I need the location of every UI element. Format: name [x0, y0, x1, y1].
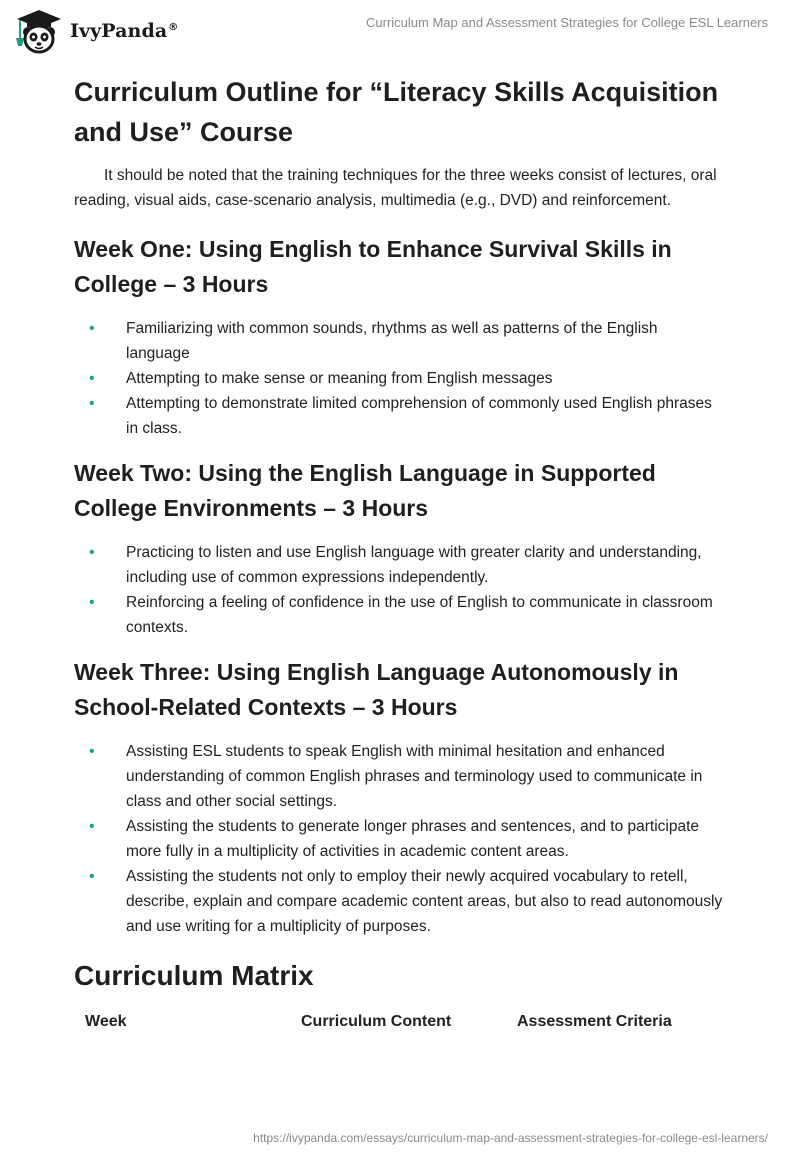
document-title: Curriculum Map and Assessment Strategies for College ESL Learners [366, 15, 768, 30]
list-item: • Familiarizing with common sounds, rhythms as well as patterns of the English language [74, 316, 724, 366]
list-item: • Practicing to listen and use English language with greater clarity and understanding, including use of common expressions independently. [74, 540, 724, 590]
list-item: • Assisting the students to generate longer phrases and sentences, and to participate more fully in a multiplicity of activities in academic content areas. [74, 814, 724, 864]
page-title: Curriculum Outline for “Literacy Skills Acquisition and Use” Course [74, 77, 719, 147]
list-item: • Attempting to demonstrate limited comprehension of commonly used English phrases in class. [74, 391, 724, 441]
column-header-assessment-criteria: Assessment Criteria [517, 1013, 672, 1030]
week-one-heading: Week One: Using English to Enhance Survival Skills in College – 3 Hours [74, 236, 672, 297]
list-item: • Assisting the students not only to employ their newly acquired vocabulary to retell, describe, explain and compare academic content areas, but also to read autonomously and use writing for a multiplicity of purposes. [74, 864, 724, 939]
registered-mark: ® [168, 21, 179, 33]
bullet-dot-icon: • [89, 743, 95, 760]
matrix-table-header [74, 1010, 724, 1034]
brand-name: IvyPanda® [70, 20, 179, 42]
bullet-dot-icon: • [89, 544, 95, 561]
graduation-panda-logo-icon [14, 8, 64, 54]
bullet-dot-icon: • [89, 320, 95, 337]
bullet-dot-icon: • [89, 594, 95, 611]
source-url[interactable]: https://ivypanda.com/essays/curriculum-map-and-assessment-strategies-for-college-esl-learners/ [253, 1131, 768, 1145]
matrix-heading: Curriculum Matrix [74, 960, 314, 991]
week-two-heading: Week Two: Using the English Language in Supported College Environments – 3 Hours [74, 460, 656, 521]
bullet-dot-icon: • [89, 395, 95, 412]
bullet-dot-icon: • [89, 818, 95, 835]
page-header [0, 0, 800, 60]
week-one-list [74, 316, 724, 441]
column-header-curriculum-content: Curriculum Content [301, 1013, 452, 1030]
list-item: • Attempting to make sense or meaning from English messages [74, 366, 724, 391]
bullet-dot-icon: • [89, 868, 95, 885]
list-item: • Assisting ESL students to speak English with minimal hesitation and enhanced understanding of common English phrases and terminology used to communicate in class and other social settings. [74, 739, 724, 814]
bullet-dot-icon: • [89, 370, 95, 387]
week-three-heading: Week Three: Using English Language Autonomously in School-Related Contexts – 3 Hours [74, 659, 679, 720]
week-two-list [74, 540, 724, 640]
list-item: • Reinforcing a feeling of confidence in the use of English to communicate in classroom contexts. [74, 590, 724, 640]
column-header-week: Week [85, 1013, 127, 1030]
ivypanda-logo[interactable] [14, 8, 178, 54]
week-three-list [74, 739, 724, 939]
main-content [74, 72, 724, 1034]
intro-paragraph: It should be noted that the training techniques for the three weeks consist of lectures, oral reading, visual aids, case-scenario analysis, multimedia (e.g., DVD) and reinforcement. [74, 167, 717, 209]
